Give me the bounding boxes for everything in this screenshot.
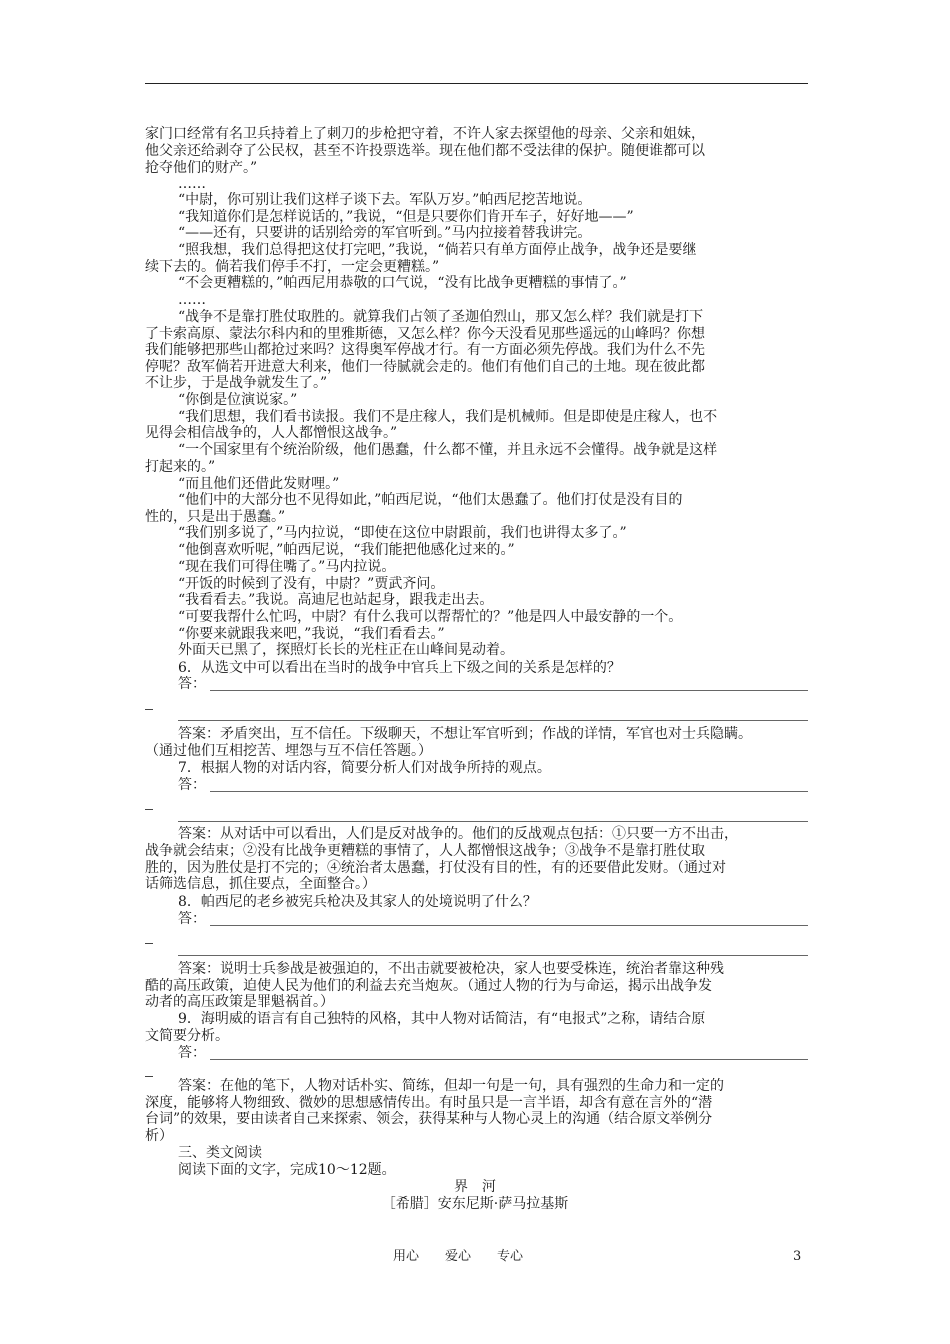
- text-line: [0, 642, 950, 659]
- line-text: 性的，只是出于愚蠢。”: [145, 509, 286, 525]
- answer-field-7[interactable]: [178, 777, 808, 794]
- line-text: 外面天已黑了，探照灯长长的光柱正在山峰间晃动着。: [178, 642, 514, 658]
- answer-underline: [178, 821, 808, 822]
- line-text: 家门口经常有名卫兵持着上了刺刀的步枪把守着，不许人家去探望他的母亲、父亲和姐妹，: [145, 126, 705, 142]
- text-line: [0, 309, 950, 326]
- text-line: [0, 459, 950, 476]
- answer-label: 答：: [178, 777, 206, 793]
- text-line: [0, 476, 950, 493]
- answer-label: 答：: [178, 1045, 206, 1061]
- story-title: 界 河: [454, 1179, 496, 1195]
- question-6: [0, 660, 950, 677]
- text-line: [0, 1028, 950, 1045]
- answer-label: 答：: [178, 676, 206, 692]
- page-number: 3: [793, 1249, 802, 1264]
- line-text: 了卡索高原、蒙法尔科内和的里雅斯德，又怎么样？你今天没看见那些遥远的山峰吗？你想: [145, 326, 705, 342]
- text-line: [0, 994, 950, 1011]
- answer-underline: [210, 925, 808, 926]
- text-line: [0, 242, 950, 259]
- line-text: “我们思想，我们看书读报。我们不是庄稼人，我们是机械师。但是即使是庄稼人，也不: [178, 409, 718, 425]
- text-line: [0, 126, 950, 143]
- answer-underline: [178, 720, 808, 721]
- answer-continuation-dash: [145, 809, 153, 810]
- text-line: [0, 576, 950, 593]
- text-line: [0, 492, 950, 509]
- answer-underline: [210, 690, 808, 691]
- text-line: [0, 259, 950, 276]
- text-line: [0, 559, 950, 576]
- text-line: [0, 1162, 950, 1179]
- line-text: “他倒喜欢听呢，”帕西尼说，“我们能把他感化过来的。”: [178, 542, 515, 558]
- line-text: 他父亲还给剥夺了公民权，甚至不许投票选举。现在他们都不受法律的保护。随便谁都可以: [145, 143, 705, 159]
- line-text: “你要来就跟我来吧，”我说，“我们看看去。”: [178, 626, 445, 642]
- line-text: 8．帕西尼的老乡被宪兵枪决及其家人的处境说明了什么？: [178, 894, 537, 910]
- line-text: “我们别多说了，”马内拉说，“即使在这位中尉跟前，我们也讲得太多了。”: [178, 525, 627, 541]
- answer-underline: [210, 791, 808, 792]
- text-line: [0, 442, 950, 459]
- answer-label: 答：: [178, 911, 206, 927]
- answer-underline: [178, 955, 808, 956]
- text-line: [0, 843, 950, 860]
- text-line: [0, 509, 950, 526]
- text-line: [0, 192, 950, 209]
- line-text: “不会更糟糕的，”帕西尼用恭敬的口气说，“没有比战争更糟糕的事情了。”: [178, 275, 627, 291]
- line-text: 文简要分析。: [145, 1028, 229, 1044]
- text-line: [0, 359, 950, 376]
- line-text: “一个国家里有个统治阶级，他们愚蠢，什么都不懂，并且永远不会懂得。战争就是这样: [178, 442, 718, 458]
- line-text: 停呢？敌军倘若开进意大利来，他们一待腻就会走的。他们有他们自己的土地。现在彼此都: [145, 359, 705, 375]
- line-text: （通过他们互相挖苦、埋怨与互不信任答题。）: [145, 743, 432, 759]
- text-line: [0, 1095, 950, 1112]
- line-text: “你倒是位演说家。”: [178, 392, 298, 408]
- answer-field-9[interactable]: [178, 1045, 808, 1062]
- text-line: [0, 225, 950, 242]
- text-line: [0, 592, 950, 609]
- text-line: [0, 860, 950, 877]
- text-line: [0, 609, 950, 626]
- line-text: 抢夺他们的财产。”: [145, 160, 258, 176]
- line-text: “我看看去。”我说。高迪尼也站起身，跟我走出去。: [178, 592, 494, 608]
- text-line: [0, 542, 950, 559]
- text-line: [0, 275, 950, 292]
- text-line: [0, 143, 950, 160]
- line-text: 答案：在他的笔下，人物对话朴实、简练，但却一句是一句，具有强烈的生命力和一定的: [178, 1078, 724, 1094]
- line-text: 胜的，因为胜仗是打不完的；④统治者太愚蠢，打仗没有目的性，有的还要借此发财。（通过对: [145, 860, 726, 876]
- line-text: 深度，能够将人物细致、微妙的思想感情传出。有时虽只是一言半语，却含有意在言外的“潜: [145, 1095, 713, 1111]
- text-line: [0, 876, 950, 893]
- answer-continuation-dash: [145, 709, 153, 710]
- line-text: “开饭的时候到了没有，中尉？”贾武齐问。: [178, 576, 445, 592]
- text-line: [0, 1078, 950, 1095]
- text-line: [0, 292, 950, 309]
- line-text: 酷的高压政策，迫使人民为他们的利益去充当炮灰。（通过人物的行为与命运，揭示出战争发: [145, 978, 712, 994]
- line-text: “——还有，只要讲的话别给旁的军官听到。”马内拉接着替我讲完。: [178, 225, 592, 241]
- text-line: [0, 726, 950, 743]
- line-text: 6．从选文中可以看出在当时的战争中官兵上下级之间的关系是怎样的？: [178, 660, 621, 676]
- line-text: “战争不是靠打胜仗取胜的。就算我们占领了圣迦伯烈山，那又怎么样？我们就是打下: [178, 309, 704, 325]
- line-text: 话筛选信息，抓住要点，全面整合。）: [145, 876, 376, 892]
- line-text: 9．海明威的语言有自己独特的风格，其中人物对话简洁，有“电报式”之称，请结合原: [178, 1011, 706, 1027]
- line-text: 见得会相信战争的，人人都憎恨这战争。”: [145, 425, 398, 441]
- line-text: 三、类文阅读: [178, 1145, 262, 1161]
- answer-continuation-dash: [145, 943, 153, 944]
- line-text: 不让步，于是战争就发生了。”: [145, 375, 328, 391]
- line-text: “而且他们还借此发财哩。”: [178, 476, 340, 492]
- line-text: 阅读下面的文字，完成10～12题。: [178, 1162, 396, 1178]
- text-line: [0, 961, 950, 978]
- text-line: [0, 525, 950, 542]
- line-text: 战争就会结束；②没有比战争更糟糕的事情了，人人都憎恨这战争；③战争不是靠打胜仗取: [145, 843, 705, 859]
- text-line: [0, 392, 950, 409]
- text-line: [0, 1128, 950, 1145]
- text-line: [0, 1111, 950, 1128]
- text-line: [0, 160, 950, 177]
- line-text: 7．根据人物的对话内容，简要分析人们对战争所持的观点。: [178, 760, 551, 776]
- text-line: [0, 409, 950, 426]
- page-footer: [0, 1248, 950, 1265]
- section-heading: [0, 1145, 950, 1162]
- header-rule: [145, 83, 808, 84]
- answer-field-6[interactable]: [178, 676, 808, 693]
- line-text: 台词”的效果，要由读者自己来探索、领会，获得某种与人物心灵上的沟通（结合原文举例分: [145, 1111, 713, 1127]
- text-line: [0, 375, 950, 392]
- text-line: [0, 826, 950, 843]
- line-text: 动者的高压政策是罪魁祸首。）: [145, 994, 334, 1010]
- line-text: ……: [178, 292, 206, 308]
- line-text: ……: [178, 176, 206, 192]
- line-text: 析）: [145, 1128, 173, 1144]
- text-line: [0, 176, 950, 193]
- question-9: [0, 1011, 950, 1028]
- question-7: [0, 760, 950, 777]
- text-line: [0, 209, 950, 226]
- line-text: “中尉，你可别让我们这样子谈下去。军队万岁。”帕西尼挖苦地说。: [178, 192, 592, 208]
- text-line: [0, 342, 950, 359]
- text-line: [0, 743, 950, 760]
- line-text: 打起来的。”: [145, 459, 216, 475]
- text-line: [0, 978, 950, 995]
- story-author: ［希腊］安东尼斯·萨马拉基斯: [381, 1196, 569, 1212]
- line-text: 答案：矛盾突出，互不信任。下级聊天，不想让军官听到；作战的详情，军官也对士兵隐瞒。: [178, 726, 752, 742]
- line-text: “可要我帮什么忙吗，中尉？有什么我可以帮帮忙的？”他是四人中最安静的一个。: [178, 609, 683, 625]
- text-line: [0, 425, 950, 442]
- line-text: “现在我们可得住嘴了。”马内拉说。: [178, 559, 396, 575]
- text-line: [0, 626, 950, 643]
- line-text: “我知道你们是怎样说话的，”我说，“但是只要你们肯开车子，好好地——”: [178, 209, 634, 225]
- line-text: “照我想，我们总得把这仗打完吧，”我说，“倘若只有单方面停止战争，战争还是要继: [178, 242, 697, 258]
- answer-underline: [210, 1059, 808, 1060]
- text-line: [0, 326, 950, 343]
- line-text: 我们能够把那些山都抢过来吗？这得奥军停战才行。有一方面必须先停战。我们为什么不先: [145, 342, 705, 358]
- question-8: [0, 894, 950, 911]
- footer-motto: 用心 爱心 专心: [393, 1249, 524, 1264]
- line-text: “他们中的大部分也不见得如此，”帕西尼说，“他们太愚蠢了。他们打仗是没有目的: [178, 492, 683, 508]
- answer-continuation-dash: [145, 1076, 153, 1077]
- line-text: 答案：从对话中可以看出，人们是反对战争的。他们的反战观点包括：①只要一方不出击，: [178, 826, 738, 842]
- line-text: 答案：说明士兵参战是被强迫的，不出击就要被枪决，家人也要受株连，统治者靠这种残: [178, 961, 724, 977]
- answer-field-8[interactable]: [178, 911, 808, 928]
- line-text: 续下去的。倘若我们停手不打，一定会更糟糕。”: [145, 259, 440, 275]
